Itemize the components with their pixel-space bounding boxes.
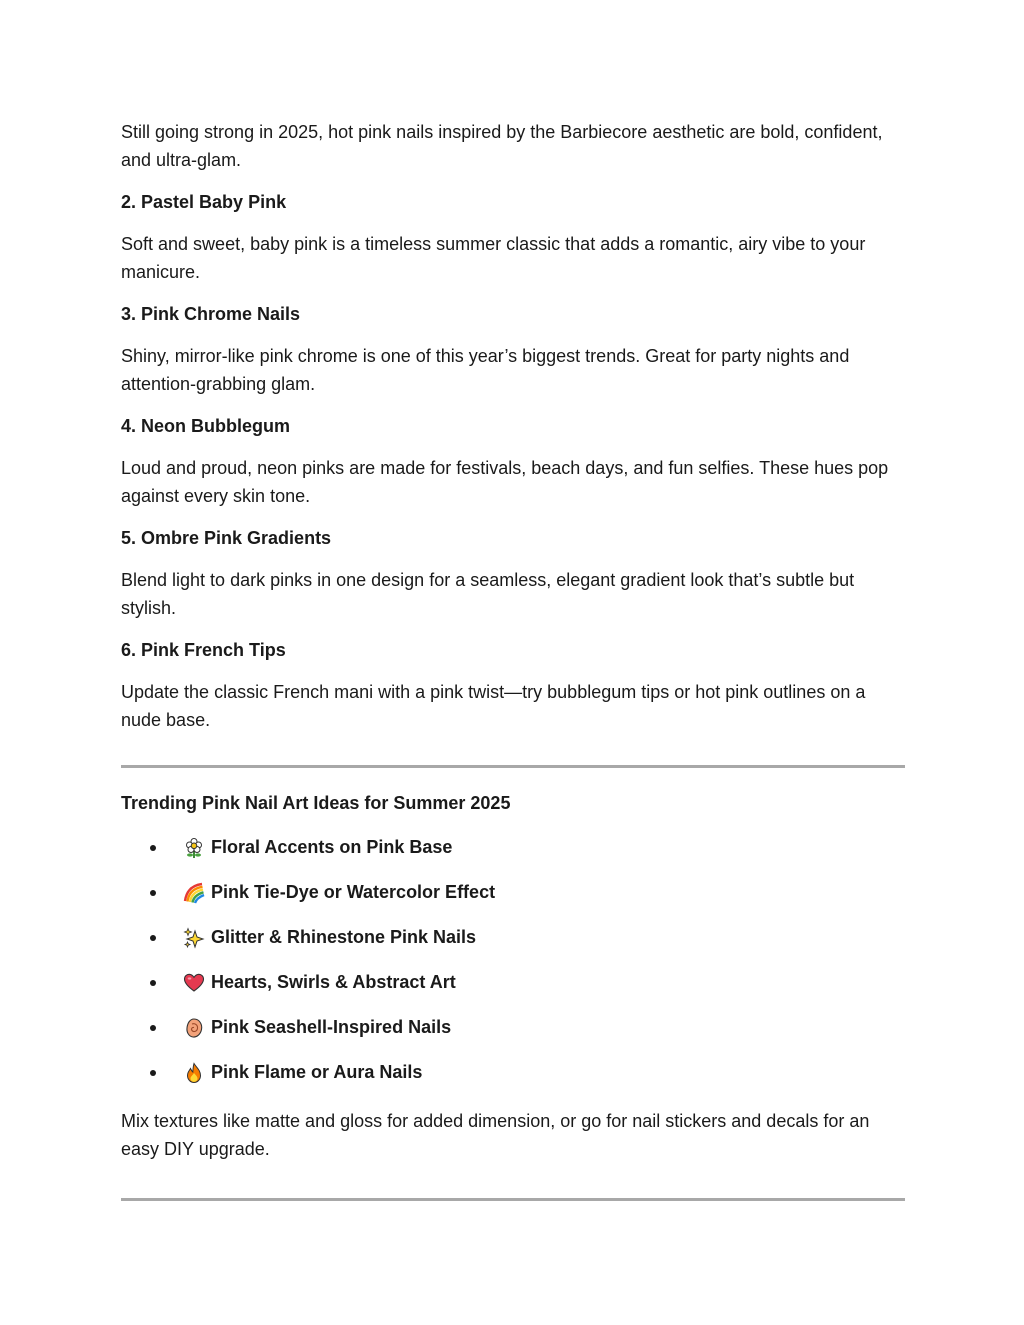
bullet-icon — [150, 1070, 156, 1076]
art-ideas-heading: Trending Pink Nail Art Ideas for Summer 2025 — [121, 793, 511, 813]
fire-icon — [183, 1062, 205, 1084]
section-ombre — [121, 524, 905, 622]
horizontal-divider — [121, 1198, 905, 1201]
list-item-label: Pink Tie-Dye or Watercolor Effect — [211, 882, 496, 902]
bullet-icon — [150, 1025, 156, 1031]
section-chrome — [121, 300, 905, 398]
rainbow-icon — [183, 882, 205, 904]
flower-icon — [183, 837, 205, 859]
closing-paragraph: Mix textures like matte and gloss for added dimension, or go for nail stickers and decals for an easy DIY upgrade. — [121, 1111, 870, 1159]
section-text: Loud and proud, neon pinks are made for festivals, beach days, and fun selfies. These hues pop against every skin tone. — [121, 458, 889, 506]
section-text: Shiny, mirror-like pink chrome is one of this year’s biggest trends. Great for party nights and attention-grabbing glam. — [121, 346, 850, 394]
section-text: Update the classic French mani with a pink twist—try bubblegum tips or hot pink outlines on a nude base. — [121, 682, 866, 730]
section-heading: 3. Pink Chrome Nails — [121, 304, 301, 324]
seashell-icon — [183, 1017, 205, 1039]
intro-paragraph: Still going strong in 2025, hot pink nails inspired by the Barbiecore aesthetic are bold, confident, and ultra-glam. — [121, 122, 883, 170]
bullet-icon — [150, 845, 156, 851]
section-text: Blend light to dark pinks in one design for a seamless, elegant gradient look that’s subtle but stylish. — [121, 570, 855, 618]
list-item — [121, 960, 905, 1005]
list-item — [121, 1050, 905, 1095]
horizontal-divider — [121, 765, 905, 768]
list-item-label: Hearts, Swirls & Abstract Art — [211, 972, 456, 992]
bullet-icon — [150, 980, 156, 986]
section-text: Soft and sweet, baby pink is a timeless summer classic that adds a romantic, airy vibe to your manicure. — [121, 234, 866, 282]
bullet-icon — [150, 890, 156, 896]
section-baby-pink — [121, 188, 905, 286]
section-neon — [121, 412, 905, 510]
section-heading: 4. Neon Bubblegum — [121, 416, 291, 436]
list-item — [121, 870, 905, 915]
sparkles-icon — [183, 927, 205, 949]
list-item-label: Glitter & Rhinestone Pink Nails — [211, 927, 477, 947]
section-french-tips — [121, 636, 905, 734]
heart-icon — [183, 972, 205, 994]
section-heading: 5. Ombre Pink Gradients — [121, 528, 332, 548]
bullet-icon — [150, 935, 156, 941]
list-item — [121, 915, 905, 960]
document-page — [121, 118, 905, 1201]
list-item-label: Pink Seashell-Inspired Nails — [211, 1017, 452, 1037]
art-ideas-list — [121, 825, 905, 1095]
list-item-label: Floral Accents on Pink Base — [211, 837, 453, 857]
section-heading: 2. Pastel Baby Pink — [121, 192, 287, 212]
list-item — [121, 1005, 905, 1050]
list-item-label: Pink Flame or Aura Nails — [211, 1062, 423, 1082]
list-item — [121, 825, 905, 870]
section-heading: 6. Pink French Tips — [121, 640, 286, 660]
